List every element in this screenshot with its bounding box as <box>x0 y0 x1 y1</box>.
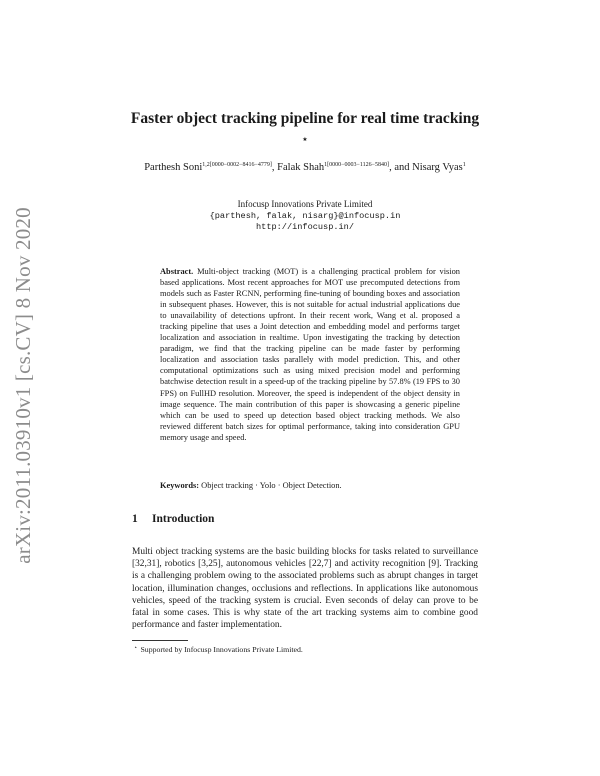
paper-title <box>130 108 480 154</box>
title-text: Faster object tracking pipeline for real time tracking <box>130 110 480 127</box>
arxiv-id-text: arXiv:2011.03910v1 [cs.CV] 8 Nov 2020 <box>10 206 35 564</box>
footnote-text: Supported by Infocusp Innovations Private Limited. <box>140 645 303 654</box>
author-orcid: 1,2[0000−0002−8416−4779] <box>202 162 272 168</box>
section-heading <box>132 512 432 526</box>
footnote-mark: ⋆ <box>134 645 138 651</box>
author-orcid: 1[0000−0003−1126−5840] <box>324 162 390 168</box>
affiliation-emails: {parthesh, falak, nisarg}@infocusp.in <box>209 210 401 221</box>
introduction-paragraph: Multi object tracking systems are the basic building blocks for tasks related to surveillance [32,31], robotics [3,25], autonomous vehicles [22,7] and activity recognition [9]. Tracking is a challenging problem owing to the associated problems such as abrupt changes in target location, illumination changes, occlusions and reflections. In applications like autonomous vehicles, speed of the tracking system is crucial. Even seconds of delay can prove to be fatal in some cases. This is why state of the art tracking systems aim to combine good performance and faster implementation. <box>132 547 478 631</box>
title-footnote-mark: ⋆ <box>302 134 308 144</box>
affiliation-url[interactable]: http://infocusp.in/ <box>256 222 354 232</box>
abstract <box>160 266 460 443</box>
section-number: 1 <box>132 513 138 525</box>
affiliation-block <box>130 199 480 234</box>
section-title: Introduction <box>152 513 215 525</box>
author-affiliation-mark: 1 <box>462 162 466 168</box>
author-name: Parthesh Soni <box>144 162 203 173</box>
author-separator: , <box>271 162 278 173</box>
abstract-text: Multi-object tracking (MOT) is a challenging practical problem for vision based applications. Most recent approaches for MOT use precomputed detections from models such as Faster RCNN, performing fine-tuning of bounding boxes and association in subsequent phases. However, this is not suitable for actual industrial applications due to unavailability of detections upfront. In their recent work, Wang et al. proposed a tracking pipeline that uses a Joint detection and embedding model and performs target localization and association in realtime. Upon investigating the tracking by detection paradigm, we find that the tracking pipeline can be made faster by performing localization and association tasks parallely with model prediction. This, and other computational optimizations such as using mixed precision model and performing batchwise detection result in a speed-up of the tracking pipeline by 57.8% (19 FPS to 30 FPS) on FullHD resolution. Moreover, the speed is independent of the object density in image sequence. The main contribution of this paper is showcasing a generic pipeline which can be used to speed up detection based object tracking methods. We also reviewed different batch sizes for optimal performance, taking into consideration GPU memory usage and speed. <box>160 267 460 442</box>
keywords-text: Object tracking · Yolo · Object Detection. <box>201 481 342 490</box>
author-list <box>130 158 480 175</box>
footnote-divider <box>132 640 188 641</box>
footnote <box>134 643 474 655</box>
keywords <box>160 480 460 491</box>
arxiv-identifier-stamp <box>5 205 41 565</box>
author-name: Nisarg Vyas <box>412 162 463 173</box>
keywords-label: Keywords: <box>160 481 200 490</box>
abstract-label: Abstract. <box>160 267 194 276</box>
author-name: Falak Shah <box>277 162 325 173</box>
affiliation-org: Infocusp Innovations Private Limited <box>237 199 373 209</box>
author-separator: , and <box>389 162 413 173</box>
